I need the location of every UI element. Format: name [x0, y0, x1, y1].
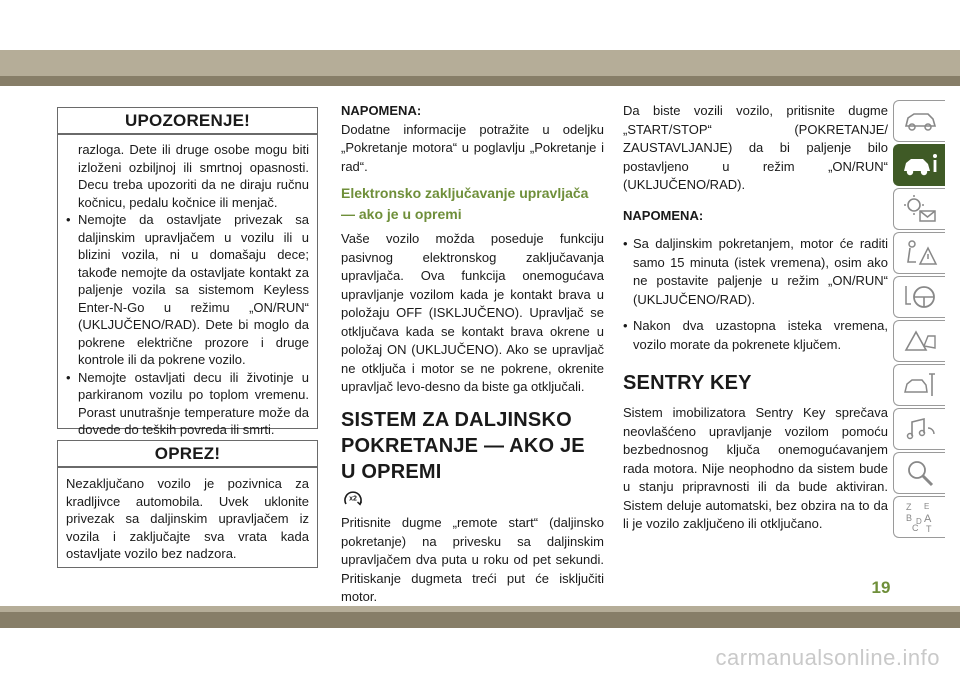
note-label: NAPOMENA: [341, 103, 422, 118]
steering-lock-subheading: Elektronsko zaključavanje upravljača — ako je u opremi [341, 185, 589, 222]
caution-title: OPREZ! [58, 441, 317, 468]
warning-lights-icon [902, 194, 938, 224]
car-icon [902, 108, 938, 134]
steering-lock-text: Vaše vozilo možda poseduje funkciju pasivnog elektronskog zaključavanja upravljača. Ova funkcija onemogućava upravljanje vozilom kada je kontakt brava u položaju OFF (ISKLJUČENO). Upravljač se otključava kada se kontakt brava okrene u položaj ON (UKLJUČENO). Ako se upravljač ne otključa i motor se ne pokrene, okrenite upravljač levo-desno da biste ga otključali. [341, 231, 604, 394]
tab-search[interactable] [893, 452, 945, 494]
warning-title: UPOZORENJE! [58, 108, 317, 135]
svg-text:T: T [925, 524, 931, 534]
svg-text:C: C [911, 523, 918, 533]
tab-steering[interactable] [893, 276, 945, 318]
sentry-key-text: Sistem imobilizatora Sentry Key sprečava neovlašćeno upravljanje vozilom pomoću bezbednosnog ključa onemogućavanjem rada motora. Nije neophodno da sistem bude u stanju pripravnosti ili da bude aktiviran. Sistem deluje automatski, bez obzira na to da li je vozilo zaključeno ili otključano. [623, 405, 888, 531]
tab-car-info[interactable] [893, 144, 945, 186]
svg-text:D: D [915, 517, 922, 526]
remote-start-icon [343, 489, 363, 513]
media-icon [902, 414, 938, 444]
warning-box [57, 107, 318, 437]
airbag-icon [902, 238, 938, 268]
hazard-icon [902, 326, 938, 356]
tab-warning-lights[interactable] [893, 188, 945, 230]
svg-text:Z: Z [905, 502, 911, 512]
tab-emergency[interactable] [893, 320, 945, 362]
warning-bullet: • Nemojte da ostavljate privezak sa daljinskim upravljačem u vozilu ili u blizini vozila, ni u domašaju dece; takođe nemojte da ostavljate kontakt za paljenje vozila sa sistemom Keyless Enter-N-Go u režimu „ON/RUN“ (UKLJUČENO/RAD). Dete bi moglo da pokrene električne prozore i druge kontrole ili da pokrene vozilo. [66, 211, 309, 369]
tab-multimedia[interactable] [893, 408, 945, 450]
page-number: 19 [871, 578, 891, 597]
start-intro-text: Da biste vozili vozilo, pritisnite dugme „START/STOP“ (POKRETANJE/ ZAUSTAVLJANJE) da bi paljenje bilo postavljeno u režim „ON/RUN“ (UKLJUČENO/RAD). [623, 103, 888, 192]
note-label: NAPOMENA: [623, 207, 704, 223]
note-bullet: • Sa daljinskim pokretanjem, motor će raditi samo 15 minuta (istek vremena), osim ako ne postavite paljenje u režim „ON/RUN“ (UKLJUČENO/RAD). [623, 235, 888, 309]
search-icon [902, 458, 938, 488]
tab-car[interactable] [893, 100, 945, 142]
remote-start-heading: SISTEM ZA DALJINSKO POKRETANJE — AKO JE U OPREMI [341, 408, 585, 483]
note-text: Dodatne informacije potražite u odeljku „Pokretanje motora“ u poglavlju „Pokretanje i rad“. [341, 121, 604, 174]
top-band [0, 50, 960, 80]
tab-index[interactable] [893, 496, 945, 538]
caution-text: Nezaključano vozilo je pozivnica za kradljivce automobila. Uvek uklonite privezak sa daljinskim upravljačem iz vozila i zaključajte sva vrata kada ostavljate vozilo bez nadzora. [66, 476, 309, 561]
warning-continuation: razloga. Dete ili druge osobe mogu biti izloženi ozbiljnoj ili smrtnoj opasnosti. Decu treba upozoriti da ne diraju ručnu kočnicu, pedalu kočnice ili menjač. [78, 142, 309, 210]
car-info-icon [901, 151, 939, 179]
watermark: carmanualsonline.info [715, 645, 940, 670]
chapter-tabs [893, 100, 945, 540]
steering-wheel-icon [902, 282, 938, 312]
note-bullet: • Nakon dva uzastopna isteka vremena, vozilo morate da pokrenete ključem. [623, 317, 888, 354]
caution-box [57, 440, 318, 568]
svg-text:E: E [923, 502, 929, 511]
sentry-key-heading: SENTRY KEY [623, 372, 752, 394]
column-middle [341, 102, 604, 607]
svg-text:A: A [923, 513, 931, 525]
index-icon [902, 500, 938, 534]
column-right [623, 102, 888, 534]
tab-maintenance[interactable] [893, 364, 945, 406]
svg-text:B: B [905, 513, 912, 523]
car-tools-icon [902, 370, 938, 400]
bottom-band [0, 612, 960, 628]
warning-bullet: • Nemojte ostavljati decu ili životinje u parkiranom vozilu po toplom vremenu. Porast unutrašnje temperature može da dovede do teških povreda ili smrti. [66, 369, 309, 439]
tab-airbag[interactable] [893, 232, 945, 274]
remote-start-text: Pritisnite dugme „remote start“ (daljinsko pokretanje) na privesku sa daljinskim upravljačem dva puta u roku od pet sekundi. Pritiskanje dugmeta treći put će isključiti motor. [341, 515, 604, 604]
remote-icon-label: x2 [349, 495, 357, 502]
